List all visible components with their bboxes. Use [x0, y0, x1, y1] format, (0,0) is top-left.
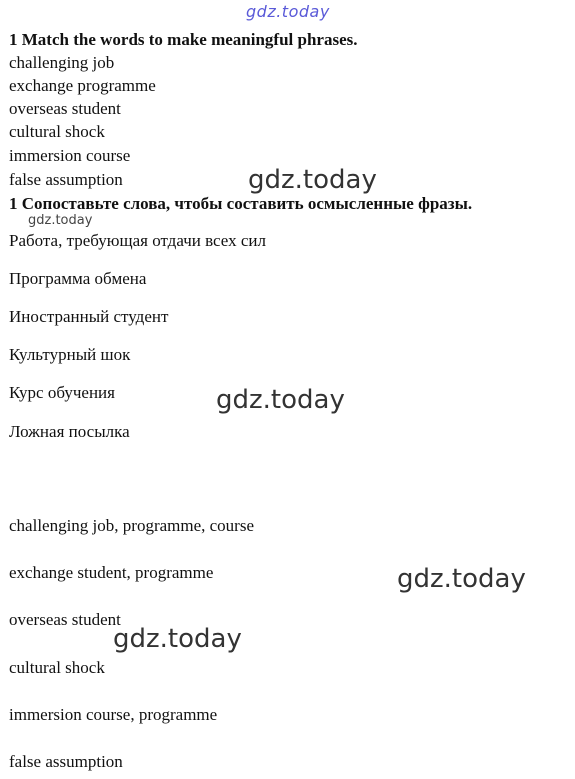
- watermark: gdz.today: [397, 564, 526, 594]
- exercise-heading-ru: 1 Сопоставьте слова, чтобы составить осмысленные фразы.: [9, 194, 473, 213]
- watermark: gdz.today: [216, 385, 345, 415]
- watermark-small: gdz.today: [28, 213, 93, 228]
- phrase-item: exchange programme: [9, 76, 156, 95]
- phrase-item: false assumption: [9, 170, 123, 189]
- exercise-heading-en: 1 Match the words to make meaningful phrases.: [9, 30, 358, 49]
- phrase-item: challenging job: [9, 53, 115, 72]
- answer-item: overseas student: [9, 610, 121, 629]
- answer-item: challenging job, programme, course: [9, 516, 255, 535]
- answer-item: false assumption: [9, 752, 123, 771]
- watermark: gdz.today: [248, 165, 377, 195]
- translation-item: Иностранный студент: [9, 307, 169, 326]
- translation-item: Курс обучения: [9, 383, 115, 402]
- watermark-top: gdz.today: [246, 2, 330, 21]
- watermark: gdz.today: [113, 624, 242, 654]
- phrase-item: cultural shock: [9, 122, 105, 141]
- translation-item: Программа обмена: [9, 269, 147, 288]
- translation-item: Культурный шок: [9, 345, 131, 364]
- phrase-item: immersion course: [9, 146, 131, 165]
- phrase-item: overseas student: [9, 99, 121, 118]
- translation-item: Работа, требующая отдачи всех сил: [9, 231, 266, 250]
- answer-item: immersion course, programme: [9, 705, 218, 724]
- translation-item: Ложная посылка: [9, 422, 130, 441]
- answer-item: cultural shock: [9, 658, 105, 677]
- answer-item: exchange student, programme: [9, 563, 214, 582]
